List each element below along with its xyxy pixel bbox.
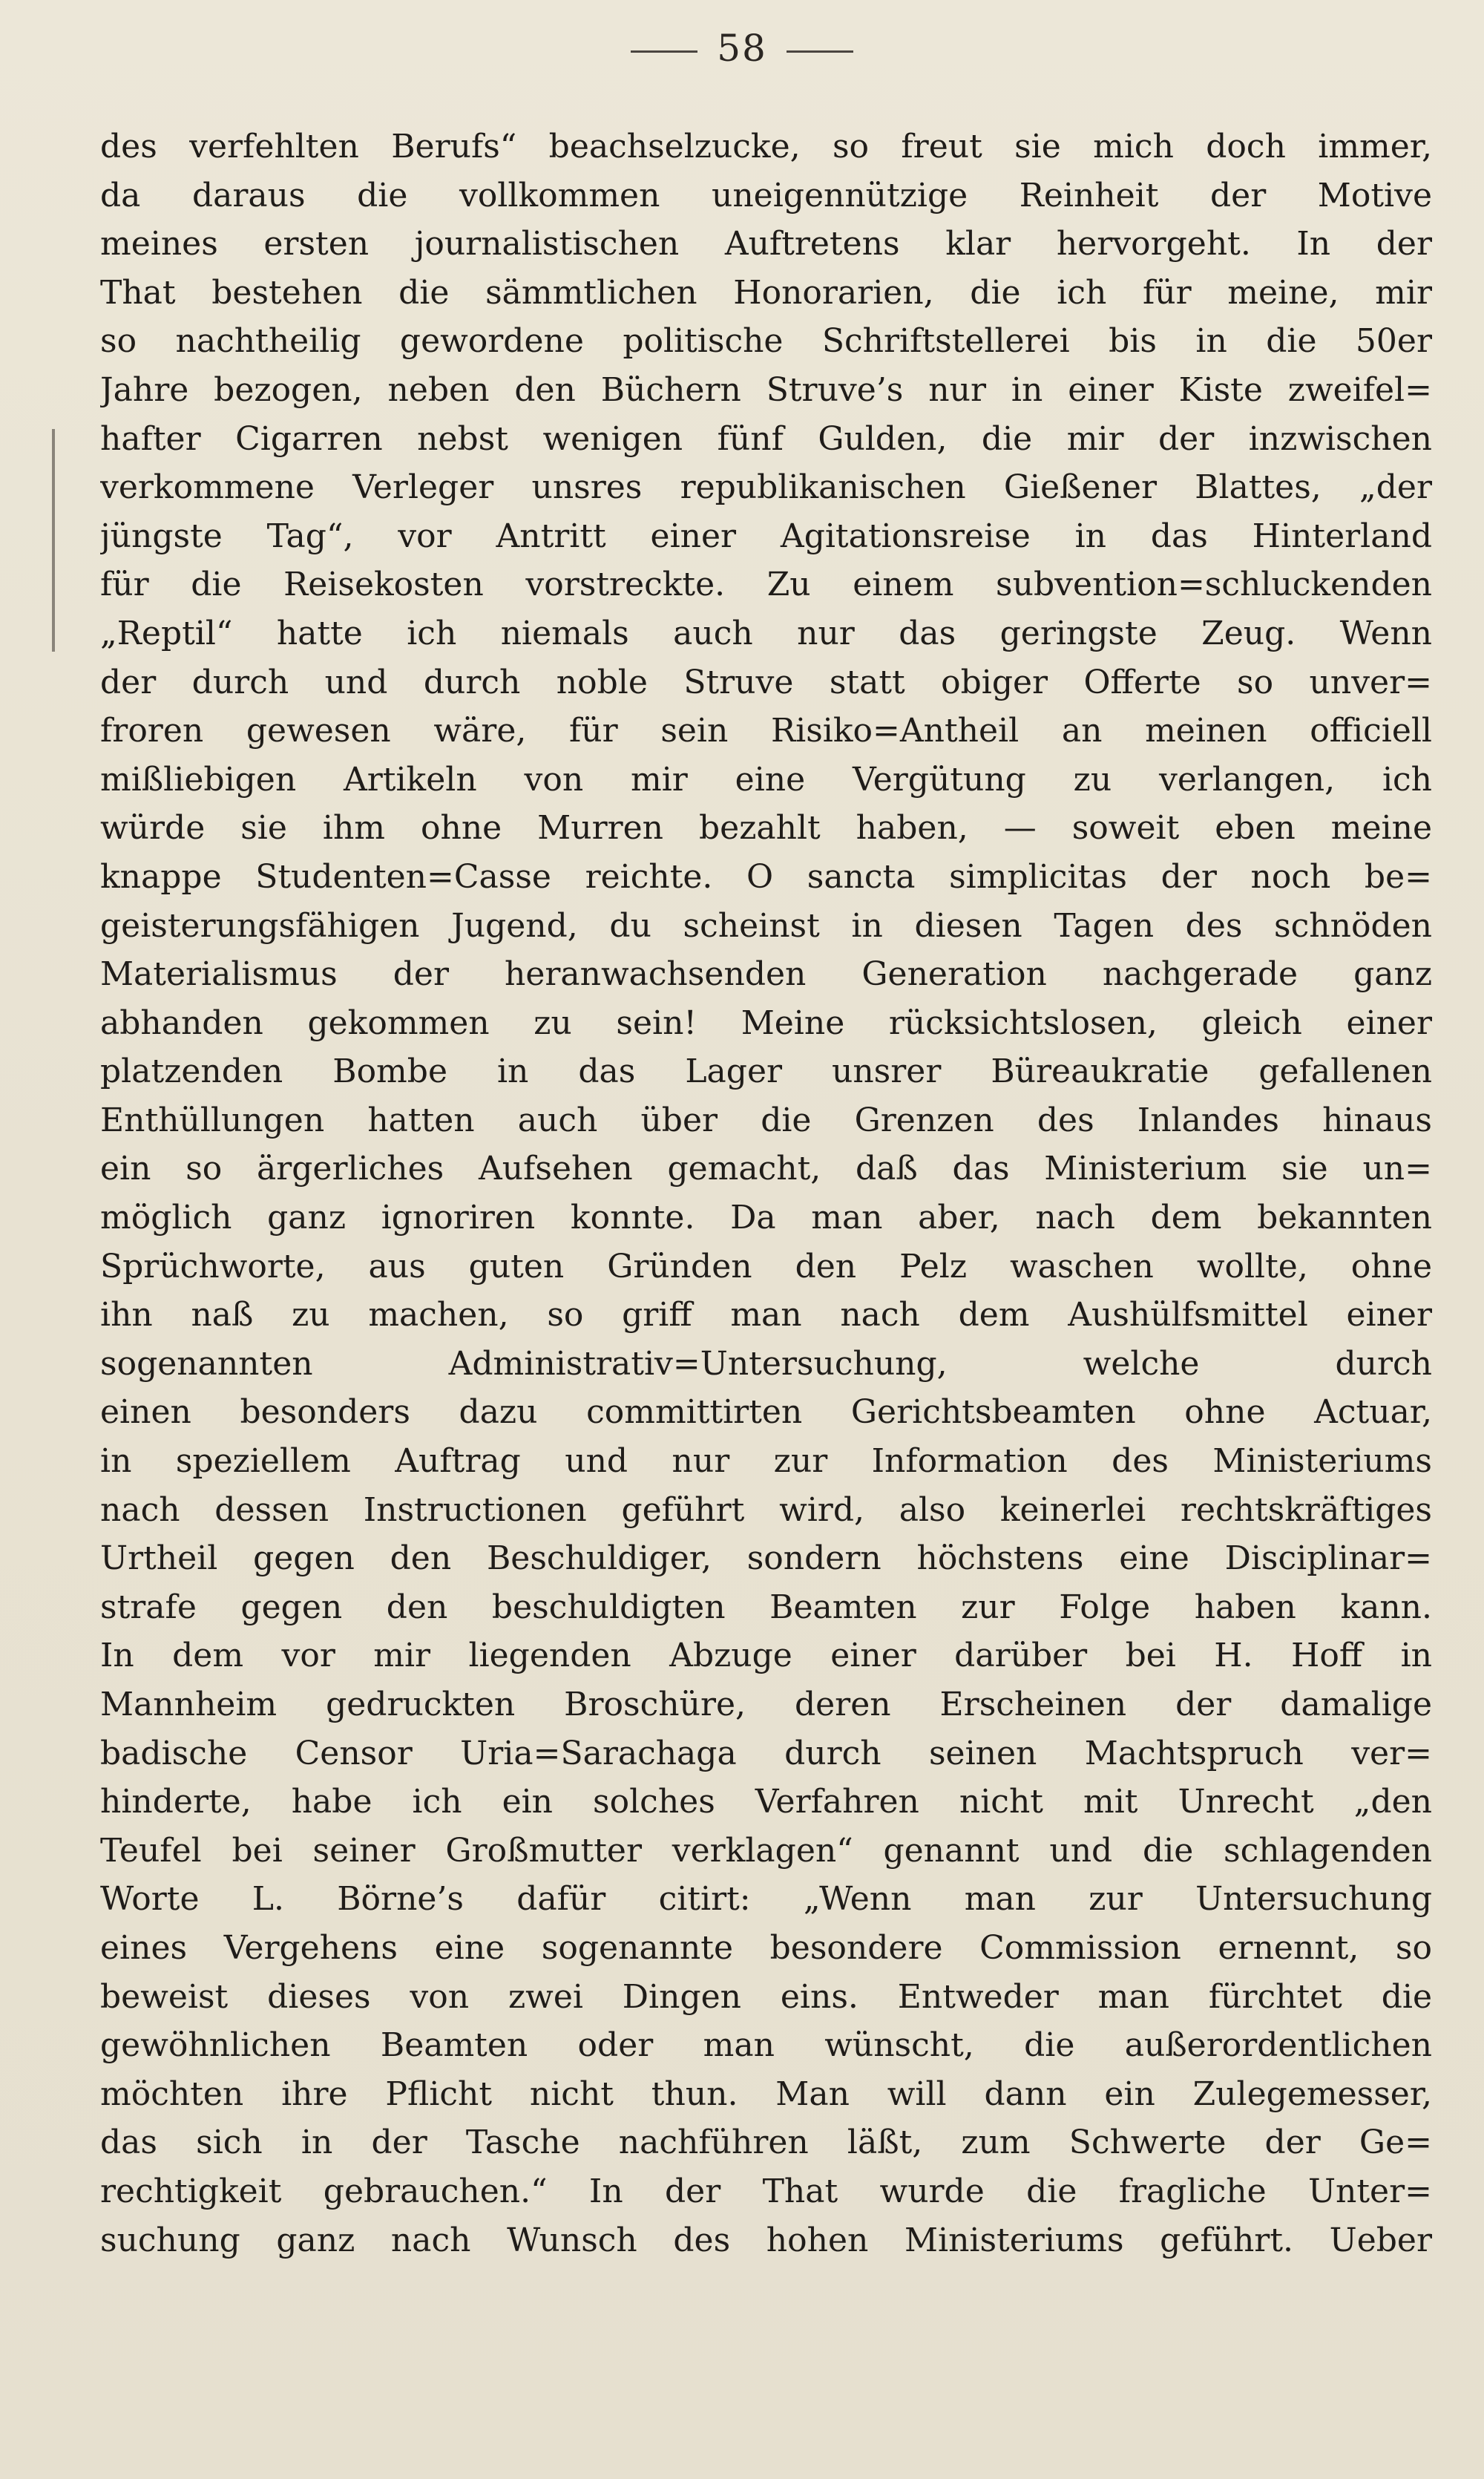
- text-line: Teufel bei seiner Großmutter verklagen“ genannt und die schlagenden: [100, 1831, 1432, 1870]
- text-line: eines Vergehens eine sogenannte besondere Commission ernennt, so: [100, 1928, 1432, 1967]
- text-line: mißliebigen Artikeln von mir eine Vergütung zu verlangen, ich: [100, 760, 1432, 799]
- text-line: rechtigkeit gebrauchen.“ In der That wurde die fragliche Unter=: [100, 2172, 1432, 2210]
- text-line: würde sie ihm ohne Murren bezahlt haben, — soweit eben meine: [100, 809, 1432, 848]
- text-line: Urtheil gegen den Beschuldiger, sondern höchstens eine Disciplinar=: [100, 1539, 1432, 1578]
- text-line: nach dessen Instructionen geführt wird, also keinerlei rechtskräftiges: [100, 1490, 1432, 1529]
- text-line: Mannheim gedruckten Broschüre, deren Erscheinen der damalige: [100, 1686, 1432, 1723]
- text-line: strafe gegen den beschuldigten Beamten zur Folge haben kann.: [100, 1588, 1432, 1626]
- text-line: für die Reisekosten vorstreckte. Zu einem subvention=schluckenden: [100, 566, 1432, 604]
- text-line: Worte L. Börne’s dafür citirt: „Wenn man zur Untersuchung: [100, 1880, 1432, 1919]
- text-line: sogenannten Administrativ=Untersuchung, welche durch: [100, 1344, 1432, 1383]
- text-line: jüngste Tag“, vor Antritt einer Agitationsreise in das Hinterland: [100, 517, 1432, 555]
- body-text: [100, 122, 1432, 2264]
- folio-dash-right: [787, 50, 853, 53]
- text-line: hafter Cigarren nebst wenigen fünf Gulden, die mir der inzwischen: [100, 419, 1432, 458]
- text-line: ihn naß zu machen, so griff man nach dem Aushülfsmittel einer: [100, 1296, 1432, 1335]
- text-line: hinderte, habe ich ein solches Verfahren nicht mit Unrecht „den: [100, 1783, 1432, 1821]
- text-line: in speziellem Auftrag und nur zur Information des Ministeriums: [100, 1442, 1432, 1481]
- text-line: so nachtheilig gewordene politische Schriftstellerei bis in die 50er: [100, 322, 1432, 361]
- text-line: In dem vor mir liegenden Abzuge einer darüber bei H. Hoff in: [100, 1637, 1432, 1675]
- text-line: beweist dieses von zwei Dingen eins. Entweder man fürchtet die: [100, 1977, 1432, 2016]
- text-line: suchung ganz nach Wunsch des hohen Ministeriums geführt. Ueber: [100, 2221, 1432, 2259]
- text-line: meines ersten journalistischen Auftretens klar hervorgeht. In der: [100, 225, 1432, 263]
- text-line: geisterungsfähigen Jugend, du scheinst in diesen Tagen des schnöden: [100, 906, 1432, 945]
- text-line: Jahre bezogen, neben den Büchern Struve’s nur in einer Kiste zweifel=: [100, 370, 1432, 409]
- page-number-header: [0, 27, 1484, 70]
- text-line: Enthüllungen hatten auch über die Grenzen des Inlandes hinaus: [100, 1101, 1432, 1139]
- text-line: gewöhnlichen Beamten oder man wünscht, die außerordentlichen: [100, 2026, 1432, 2065]
- page-number: 58: [717, 27, 767, 70]
- text-line: möchten ihre Pflicht nicht thun. Man will dann ein Zulegemesser,: [100, 2074, 1432, 2113]
- text-line: froren gewesen wäre, für sein Risiko=Antheil an meinen officiell: [100, 712, 1432, 750]
- text-line: „Reptil“ hatte ich niemals auch nur das geringste Zeug. Wenn: [100, 614, 1432, 652]
- text-line: knappe Studenten=Casse reichte. O sancta simplicitas der noch be=: [100, 857, 1432, 896]
- text-line: der durch und durch noble Struve statt obiger Offerte so unver=: [100, 663, 1432, 701]
- margin-pencil-mark: [52, 429, 55, 652]
- text-line: Sprüchworte, aus guten Gründen den Pelz waschen wollte, ohne: [100, 1247, 1432, 1286]
- text-line: des verfehlten Berufs“ beachselzucke, so freut sie mich doch immer,: [100, 128, 1432, 166]
- text-line: badische Censor Uria=Sarachaga durch seinen Machtspruch ver=: [100, 1734, 1432, 1772]
- text-line: That bestehen die sämmtlichen Honorarien, die ich für meine, mir: [100, 273, 1432, 312]
- text-line: verkommene Verleger unsres republikanischen Gießener Blattes, „der: [100, 468, 1432, 507]
- text-line: Materialismus der heranwachsenden Generation nachgerade ganz: [100, 955, 1432, 994]
- text-line: möglich ganz ignoriren konnte. Da man aber, nach dem bekannten: [100, 1199, 1432, 1237]
- text-line: da daraus die vollkommen uneigennützige Reinheit der Motive: [100, 176, 1432, 215]
- text-line: platzenden Bombe in das Lager unsrer Büreaukratie gefallenen: [100, 1052, 1432, 1091]
- text-line: einen besonders dazu committirten Gerichtsbeamten ohne Actuar,: [100, 1393, 1432, 1432]
- text-line: ein so ärgerliches Aufsehen gemacht, daß das Ministerium sie un=: [100, 1150, 1432, 1188]
- folio-dash-left: [631, 50, 697, 53]
- text-line: das sich in der Tasche nachführen läßt, zum Schwerte der Ge=: [100, 2123, 1432, 2162]
- text-line: abhanden gekommen zu sein! Meine rücksichtslosen, gleich einer: [100, 1003, 1432, 1042]
